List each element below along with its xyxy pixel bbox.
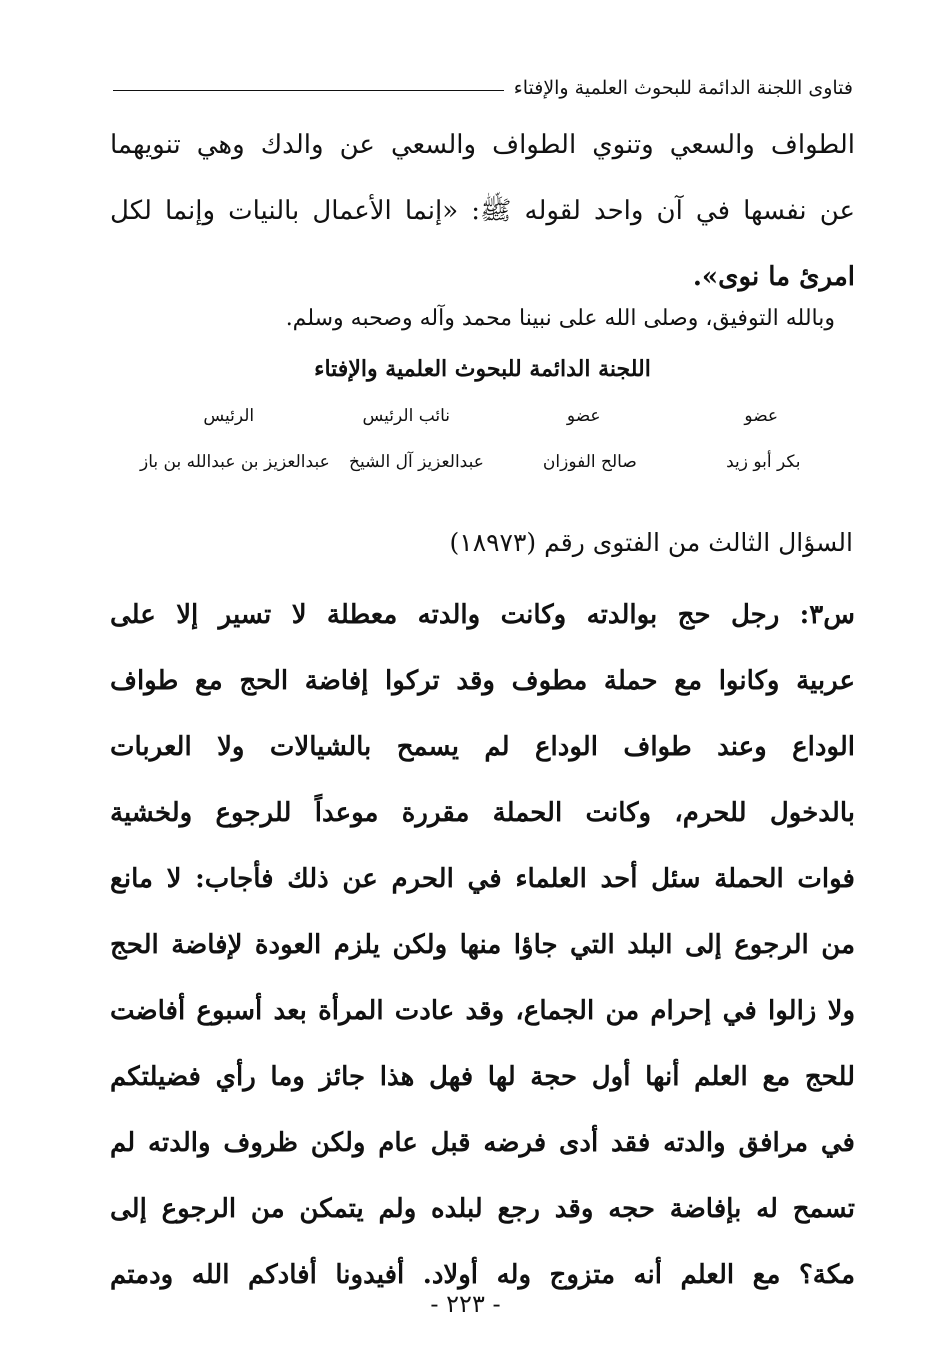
- signature-names: [140, 452, 850, 472]
- intro-line: الطواف والسعي وتنوي الطواف والسعي عن والدك وهي تنويهما: [110, 130, 855, 160]
- header-rule: [113, 90, 504, 91]
- intro-paragraph: [110, 112, 855, 310]
- question-line: فوات الحملة سئل أحد العلماء في الحرم عن ذلك فأجاب: لا مانع: [110, 864, 855, 894]
- member-title: عضو: [744, 406, 779, 426]
- member-title: عضو: [566, 406, 601, 426]
- member-name: عبدالعزيز آل الشيخ: [349, 452, 484, 472]
- intro-line: امرئ ما نوى».: [692, 262, 855, 292]
- page-number: - ٢٢٣ -: [430, 1290, 501, 1318]
- question-line: تسمح له بإفاضة حجه وقد رجع لبلده ولم يتمكن من الرجوع إلى: [110, 1194, 855, 1224]
- member-title: نائب الرئيس: [362, 406, 451, 426]
- question-line: بالدخول للحرم، وكانت الحملة مقررة موعداً للرجوع ولخشية: [110, 798, 855, 828]
- member-title: الرئيس: [203, 406, 255, 426]
- question-title: السؤال الثالث من الفتوى رقم (١٨٩٧٣): [449, 528, 853, 557]
- header-title: فتاوى اللجنة الدائمة للبحوث العلمية والإفتاء: [513, 77, 853, 99]
- committee-name: اللجنة الدائمة للبحوث العلمية والإفتاء: [314, 356, 651, 382]
- question-line: من الرجوع إلى البلد التي جاؤا منها ولكن يلزم العودة لإفاضة الحج: [110, 930, 855, 960]
- intro-line: عن نفسها في آن واحد لقوله ﷺ: «إنما الأعمال بالنيات وإنما لكل: [110, 196, 855, 226]
- running-header: [113, 70, 853, 106]
- question-line: ولا زالوا في إحرام من الجماع، وقد عادت المرأة بعد أسبوع أفاضت: [110, 996, 855, 1026]
- member-name: صالح الفوزان: [542, 452, 637, 472]
- question-line: للحج مع العلم أنها أول حجة لها فهل هذا جائز وما رأي فضيلتكم: [110, 1062, 855, 1092]
- signature-titles: [140, 406, 850, 426]
- closing-formula: وبالله التوفيق، وصلى الله على نبينا محمد وآله وصحبه وسلم.: [285, 306, 835, 331]
- question-line: س٣: رجل حج بوالدته وكانت والدته معطلة لا تسير إلا على: [110, 600, 855, 630]
- question-line: عربية وكانوا مع حملة مطوف وقد تركوا إفاضة الحج مع طواف: [110, 666, 855, 696]
- question-paragraph: [110, 582, 855, 1308]
- member-name: بكر أبو زيد: [726, 452, 801, 472]
- question-line: مكة؟ مع العلم أنه متزوج وله أولاد. أفيدونا أفادكم الله ودمتم: [110, 1260, 855, 1290]
- member-name: عبدالعزيز بن عبدالله بن باز: [140, 452, 330, 472]
- question-line: الوداع وعند طواف الوداع لم يسمح بالشيالات ولا العربات: [110, 732, 855, 762]
- question-line: في مرافق والدته فقد أدى فرضه قبل عام ولكن ظروف والدته لم: [110, 1128, 855, 1158]
